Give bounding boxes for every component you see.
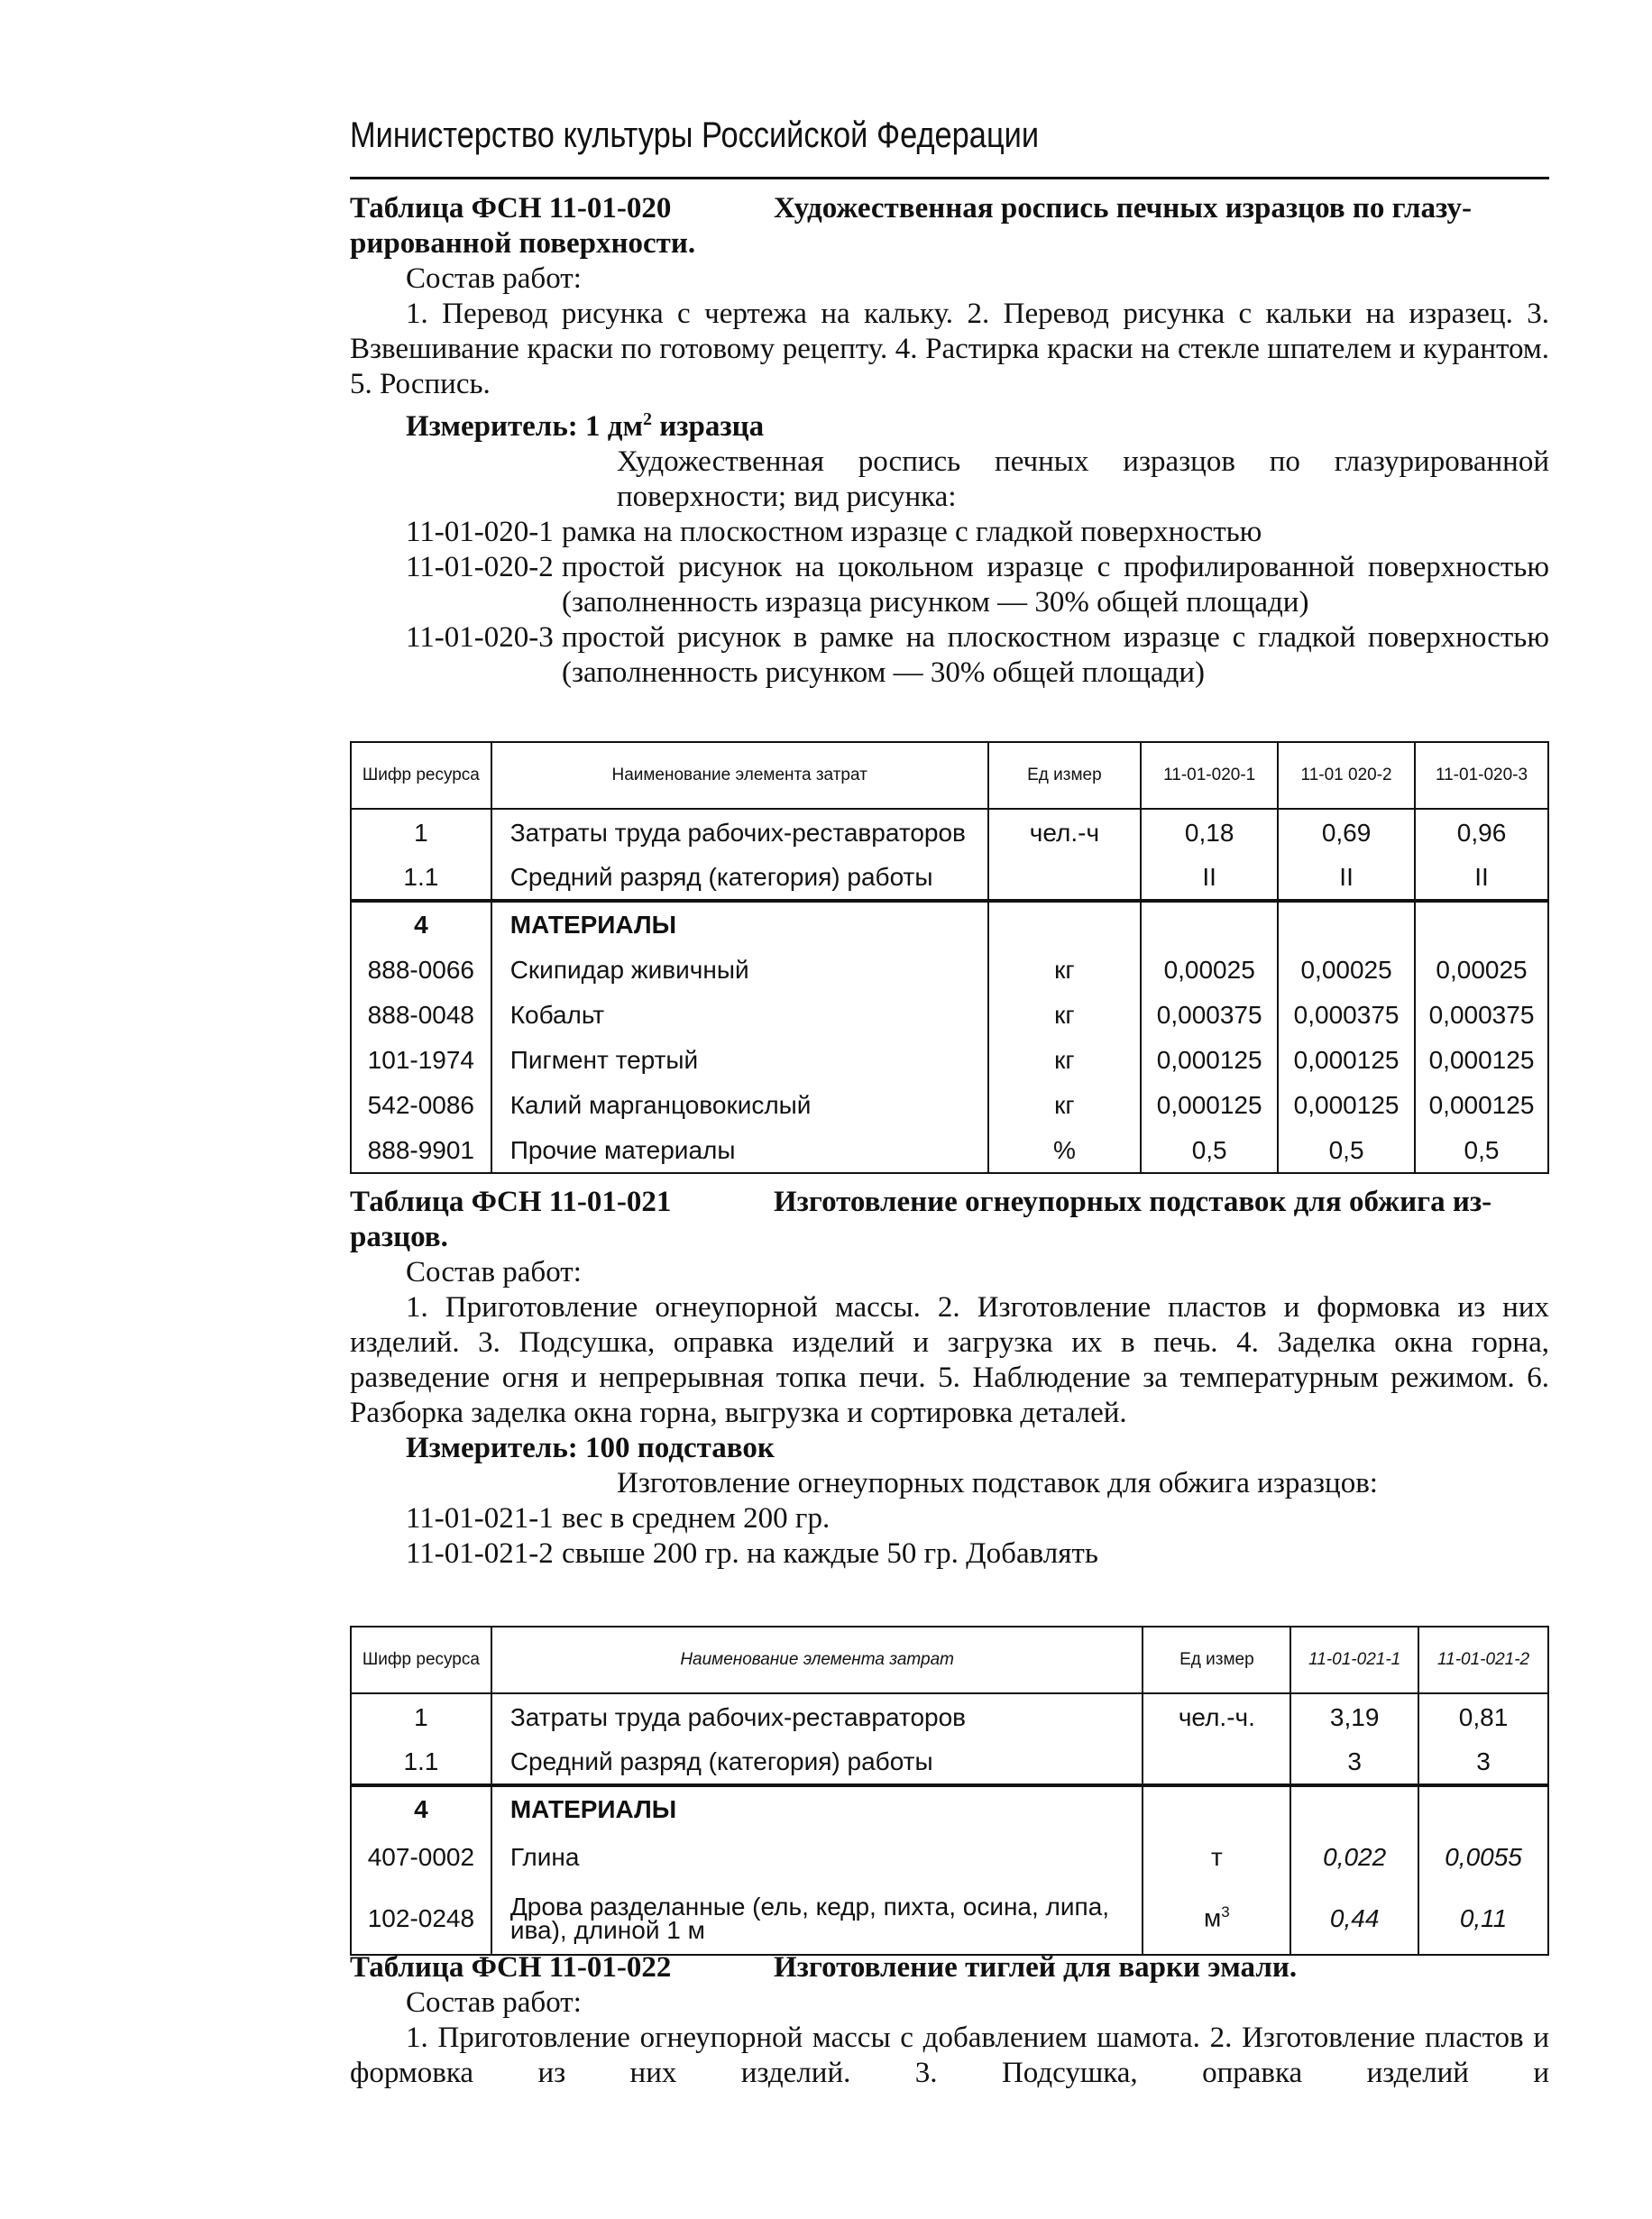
page-header: Министерство культуры Российской Федерации: [350, 115, 1040, 155]
header-norm-3: 11-01-020-3: [1415, 742, 1548, 809]
header-norm-2: 11-01 020-2: [1278, 742, 1415, 809]
cell-value: II: [1141, 856, 1278, 901]
cell-code: 102-0248: [351, 1883, 491, 1955]
work-composition-text: 1. Приготовление огнеупорной массы с добавлением шамота. 2. Изготовление пластов и формовка из них изделий. 3. Подсушка, оправка изделий и: [350, 2022, 1549, 2089]
cell-code: 101-1974: [351, 1038, 491, 1083]
table-title-line2: разцов.: [350, 1221, 448, 1253]
table-row: [351, 1832, 1548, 1883]
cell-value: 0,81: [1418, 1693, 1548, 1740]
cell-value: 0,0055: [1418, 1832, 1548, 1883]
table-title-line1: Изготовление огнеупорных подставок для обжига из-: [774, 1186, 1492, 1218]
cell-value: 0,000375: [1141, 993, 1278, 1038]
cell-unit: кг: [988, 1038, 1142, 1083]
norm-code: 11-01-021-2: [406, 1537, 554, 1570]
section-11-01-022-text: [350, 1950, 1549, 2091]
table-row: [351, 856, 1548, 901]
cell-unit: т: [1143, 1832, 1290, 1883]
header-rule: [350, 177, 1549, 179]
norm-item: [350, 515, 1549, 550]
cell-value: 0,000375: [1278, 993, 1415, 1038]
work-composition-text: 1. Приготовление огнеупорной массы. 2. Изготовление пластов и формовка из них изделий. 3. Подсушка, оправка изделий и загрузка их в печь. 4. Заделка окна горна, разведение огня и непрерывная топка печи. 5. Наблюдение за температурным режимом. 6. Разборка заделка окна горна, выгрузка и сортировка деталей.: [350, 1291, 1549, 1429]
cell-value: II: [1278, 856, 1415, 901]
cell-value: 3: [1290, 1740, 1418, 1785]
cell-name: Средний разряд (категория) работы: [491, 1740, 1143, 1785]
table-row: [351, 1083, 1548, 1128]
cell-empty: [1415, 901, 1548, 948]
cell-name: Затраты труда рабочих-реставраторов: [491, 1693, 1143, 1740]
table-code: Таблица ФСН 11-01-021: [350, 1186, 672, 1218]
cell-value: 0,000125: [1278, 1083, 1415, 1128]
cell-empty: [1278, 901, 1415, 948]
cell-unit: кг: [988, 948, 1142, 993]
cell-code: 542-0086: [351, 1083, 491, 1128]
norm-text: вес в среднем 200 гр.: [562, 1502, 831, 1535]
cell-name: Средний разряд (категория) работы: [491, 856, 988, 901]
table-header-row: [351, 1627, 1548, 1693]
meter-label-text: Измеритель: 1 дм: [406, 410, 643, 443]
cell-value: 0,022: [1290, 1832, 1418, 1883]
section-11-01-020-text: [350, 191, 1549, 691]
cell-value: 0,000375: [1415, 993, 1548, 1038]
table-code: Таблица ФСН 11-01-022: [350, 1951, 672, 1984]
cell-code: 4: [351, 1785, 491, 1832]
norm-text: простой рисунок в рамке на плоскостном изразце с гладкой поверхностью (заполненность рисунком — 30% общей площади): [562, 621, 1549, 689]
table-title: [350, 1950, 1549, 1985]
cell-code: 407-0002: [351, 1832, 491, 1883]
header-norm-1: 11-01-021-1: [1290, 1627, 1418, 1693]
cell-value: 0,69: [1278, 809, 1415, 856]
meter-label: [350, 402, 1549, 445]
norm-text: рамка на плоскостном изразце с гладкой поверхностью: [562, 516, 1262, 548]
resource-table-11-01-020: [350, 741, 1549, 1174]
table-title-line2: рированной поверхности.: [350, 227, 696, 260]
cell-unit: чел.-ч.: [1143, 1693, 1290, 1740]
table-row: [351, 1693, 1548, 1740]
header-name: Наименование элемента затрат: [491, 1627, 1143, 1693]
cell-empty: [1418, 1785, 1548, 1832]
resource-table-11-01-021: [350, 1626, 1549, 1956]
cell-code: 4: [351, 901, 491, 948]
cell-value: 0,000125: [1415, 1038, 1548, 1083]
cell-value: 0,00025: [1278, 948, 1415, 993]
cell-name: Прочие материалы: [491, 1128, 988, 1173]
work-composition-label: Состав работ:: [406, 1986, 582, 2019]
unit-sup: 3: [1221, 1903, 1230, 1921]
norm-item: [350, 620, 1549, 691]
work-composition-label: Состав работ:: [406, 1256, 582, 1288]
header-unit: Ед измер: [988, 742, 1142, 809]
work-composition-label: Состав работ:: [406, 262, 582, 295]
cell-name: Дрова разделанные (ель, кедр, пихта, осина, липа, ива), длиной 1 м: [491, 1883, 1143, 1955]
cell-name: Пигмент тертый: [491, 1038, 988, 1083]
materials-header-row: [351, 1785, 1548, 1832]
materials-label: МАТЕРИАЛЫ: [491, 1785, 1143, 1832]
cell-code: 1: [351, 809, 491, 856]
norms-intro: Художественная роспись печных изразцов по глазурированной поверхности; вид рисунка:: [617, 445, 1549, 513]
meter-label-tail: изразца: [651, 410, 765, 443]
cell-code: 1.1: [351, 1740, 491, 1785]
cell-name: Затраты труда рабочих-реставраторов: [491, 809, 988, 856]
header-unit: Ед измер: [1143, 1627, 1290, 1693]
cell-code: 1.1: [351, 856, 491, 901]
norm-text: простой рисунок на цокольном изразце с профилированной поверхностью (заполненность изразца рисунком — 30% общей площади): [562, 551, 1549, 619]
cell-value: 3,19: [1290, 1693, 1418, 1740]
table-row: [351, 1740, 1548, 1785]
unit-text: м: [1204, 1903, 1222, 1932]
cell-unit: [1143, 1883, 1290, 1955]
cell-value: 0,000125: [1141, 1038, 1278, 1083]
cell-empty: [1290, 1785, 1418, 1832]
meter-label-sup: 2: [642, 409, 652, 429]
table-row: [351, 809, 1548, 856]
norm-item: [350, 550, 1549, 620]
norms-intro: Изготовление огнеупорных подставок для обжига изразцов:: [617, 1467, 1378, 1499]
table-title: [350, 191, 1549, 226]
work-composition-text: 1. Перевод рисунка с чертежа на кальку. 2. Перевод рисунка с кальки на изразец. 3. Взвешивание краски по готовому рецепту. 4. Растирка краски на стекле шпателем и курантом. 5. Роспись.: [350, 298, 1549, 400]
section-11-01-021-text: [350, 1185, 1549, 1572]
norm-item: [350, 1501, 1549, 1536]
cell-value: 0,000125: [1278, 1038, 1415, 1083]
header-code: Шифр ресурса: [351, 742, 491, 809]
norm-code: 11-01-020-2: [406, 551, 554, 583]
cell-name: Глина: [491, 1832, 1143, 1883]
cell-empty: [988, 901, 1142, 948]
cell-unit: [1143, 1740, 1290, 1785]
header-name: Наименование элемента затрат: [491, 742, 988, 809]
cell-value: 3: [1418, 1740, 1548, 1785]
meter-label: Измеритель: 100 подставок: [406, 1432, 775, 1464]
norm-text: свыше 200 гр. на каждые 50 гр. Добавлять: [562, 1537, 1098, 1570]
cell-unit: чел.-ч: [988, 809, 1142, 856]
cell-unit: %: [988, 1128, 1142, 1173]
table-title: [350, 1185, 1549, 1220]
cell-value: II: [1415, 856, 1548, 901]
cell-value: 0,000125: [1141, 1083, 1278, 1128]
cell-unit: [988, 856, 1142, 901]
cell-value: 0,44: [1290, 1883, 1418, 1955]
table-row: [351, 1883, 1548, 1955]
norm-code: 11-01-020-1: [406, 516, 554, 548]
cell-code: 1: [351, 1693, 491, 1740]
table-code: Таблица ФСН 11-01-020: [350, 192, 672, 225]
header-code: Шифр ресурса: [351, 1627, 491, 1693]
cell-name: Скипидар живичный: [491, 948, 988, 993]
norm-code: 11-01-021-1: [406, 1502, 554, 1535]
table-row: [351, 1128, 1548, 1173]
cell-code: 888-0066: [351, 948, 491, 993]
cell-name: Калий марганцовокислый: [491, 1083, 988, 1128]
cell-empty: [1141, 901, 1278, 948]
header-norm-2: 11-01-021-2: [1418, 1627, 1548, 1693]
cell-value: 0,5: [1278, 1128, 1415, 1173]
cell-code: 888-0048: [351, 993, 491, 1038]
cell-code: 888-9901: [351, 1128, 491, 1173]
cell-empty: [1143, 1785, 1290, 1832]
cell-value: 0,5: [1141, 1128, 1278, 1173]
cell-value: 0,00025: [1415, 948, 1548, 993]
materials-header-row: [351, 901, 1548, 948]
cell-value: 0,5: [1415, 1128, 1548, 1173]
cell-value: 0,18: [1141, 809, 1278, 856]
table-row: [351, 993, 1548, 1038]
materials-label: МАТЕРИАЛЫ: [491, 901, 988, 948]
table-title-line1: Изготовление тиглей для варки эмали.: [774, 1951, 1298, 1984]
cell-value: 0,11: [1418, 1883, 1548, 1955]
cell-unit: кг: [988, 1083, 1142, 1128]
norm-item: [350, 1536, 1549, 1572]
cell-value: 0,000125: [1415, 1083, 1548, 1128]
table-row: [351, 948, 1548, 993]
cell-unit: кг: [988, 993, 1142, 1038]
table-title-line1: Художественная роспись печных изразцов по глазу-: [774, 192, 1473, 225]
cell-value: 0,00025: [1141, 948, 1278, 993]
cell-value: 0,96: [1415, 809, 1548, 856]
table-row: [351, 1038, 1548, 1083]
table-header-row: [351, 742, 1548, 809]
norm-code: 11-01-020-3: [406, 621, 554, 654]
cell-name: Кобальт: [491, 993, 988, 1038]
header-norm-1: 11-01-020-1: [1141, 742, 1278, 809]
